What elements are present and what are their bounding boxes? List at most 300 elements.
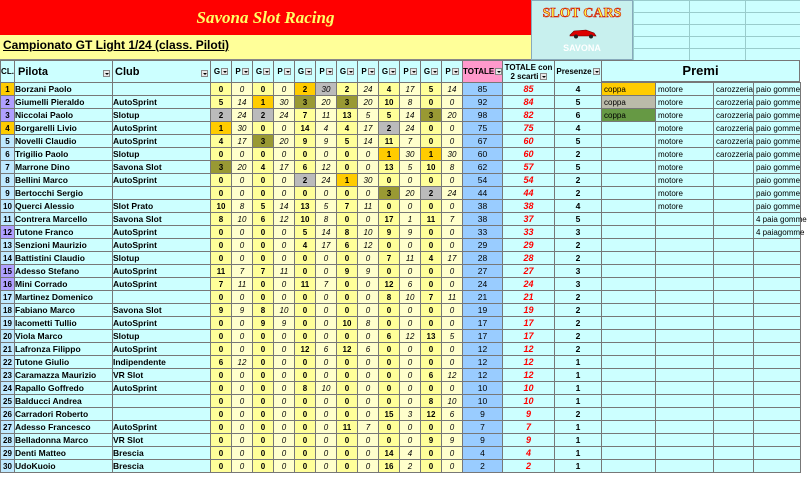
premi-cell[interactable] xyxy=(656,317,714,330)
filter-dropdown-icon[interactable] xyxy=(368,68,375,75)
points-cell[interactable]: 17 xyxy=(274,161,295,174)
points-cell[interactable]: 0 xyxy=(232,460,253,473)
presenze-cell[interactable]: 5 xyxy=(555,161,602,174)
points-cell[interactable]: 0 xyxy=(274,239,295,252)
position-cell[interactable]: 4 xyxy=(211,135,232,148)
premi-cell[interactable] xyxy=(602,161,656,174)
total-cell[interactable]: 9 xyxy=(463,434,503,447)
rank-cell[interactable]: 30 xyxy=(1,460,15,473)
points-cell[interactable]: 9 xyxy=(316,135,337,148)
points-cell[interactable]: 0 xyxy=(400,174,421,187)
rank-cell[interactable]: 11 xyxy=(1,213,15,226)
position-cell[interactable]: 0 xyxy=(295,265,316,278)
rank-cell[interactable]: 3 xyxy=(1,109,15,122)
points-cell[interactable]: 0 xyxy=(400,395,421,408)
points-cell[interactable]: 0 xyxy=(274,460,295,473)
points-cell[interactable]: 0 xyxy=(232,408,253,421)
points-cell[interactable]: 4 xyxy=(400,447,421,460)
position-cell[interactable]: 3 xyxy=(253,135,274,148)
position-cell[interactable]: 5 xyxy=(379,109,400,122)
points-cell[interactable]: 0 xyxy=(274,421,295,434)
premi-cell[interactable] xyxy=(754,447,801,460)
rank-cell[interactable]: 1 xyxy=(1,83,15,96)
filter-dropdown-icon[interactable] xyxy=(221,68,228,75)
position-cell[interactable]: 9 xyxy=(337,265,358,278)
premi-cell[interactable] xyxy=(754,265,801,278)
premi-cell[interactable]: paio gomme xyxy=(754,187,801,200)
club-cell[interactable] xyxy=(113,395,211,408)
total-scarti-cell[interactable]: 29 xyxy=(503,239,555,252)
filter-dropdown-icon[interactable] xyxy=(201,70,208,77)
position-cell[interactable]: 8 xyxy=(253,304,274,317)
position-cell[interactable]: 0 xyxy=(379,356,400,369)
total-scarti-cell[interactable]: 75 xyxy=(503,122,555,135)
points-cell[interactable]: 0 xyxy=(274,356,295,369)
rank-cell[interactable]: 21 xyxy=(1,343,15,356)
pilot-name-cell[interactable]: Tutone Franco xyxy=(15,226,113,239)
position-cell[interactable]: 0 xyxy=(337,356,358,369)
total-cell[interactable]: 12 xyxy=(463,356,503,369)
premi-cell[interactable]: 4 paiagomme xyxy=(754,226,801,239)
position-cell[interactable]: 9 xyxy=(295,135,316,148)
position-cell[interactable]: 0 xyxy=(295,447,316,460)
points-cell[interactable]: 17 xyxy=(316,239,337,252)
points-cell[interactable]: 0 xyxy=(358,395,379,408)
points-cell[interactable]: 0 xyxy=(316,460,337,473)
points-cell[interactable]: 8 xyxy=(358,317,379,330)
club-cell[interactable]: AutoSprint xyxy=(113,265,211,278)
club-cell[interactable] xyxy=(113,83,211,96)
points-cell[interactable]: 7 xyxy=(358,421,379,434)
position-cell[interactable]: 0 xyxy=(211,317,232,330)
premi-cell[interactable] xyxy=(714,434,754,447)
position-cell[interactable]: 3 xyxy=(295,96,316,109)
points-cell[interactable]: 0 xyxy=(442,356,463,369)
points-cell[interactable]: 0 xyxy=(442,317,463,330)
total-cell[interactable]: 24 xyxy=(463,278,503,291)
premi-cell[interactable]: carozzeria xyxy=(714,96,754,109)
position-cell[interactable]: 9 xyxy=(211,304,232,317)
position-cell[interactable]: 0 xyxy=(337,278,358,291)
premi-cell[interactable] xyxy=(656,252,714,265)
total-cell[interactable]: 9 xyxy=(463,408,503,421)
premi-cell[interactable] xyxy=(602,213,656,226)
position-cell[interactable]: 2 xyxy=(253,109,274,122)
position-cell[interactable]: 12 xyxy=(337,343,358,356)
points-cell[interactable]: 0 xyxy=(400,343,421,356)
premi-cell[interactable] xyxy=(602,434,656,447)
points-cell[interactable]: 0 xyxy=(274,447,295,460)
total-cell[interactable]: 62 xyxy=(463,161,503,174)
filter-dropdown-icon[interactable] xyxy=(326,68,333,75)
points-cell[interactable]: 0 xyxy=(358,382,379,395)
position-cell[interactable]: 0 xyxy=(253,252,274,265)
position-cell[interactable]: 4 xyxy=(421,252,442,265)
position-cell[interactable]: 4 xyxy=(379,83,400,96)
position-cell[interactable]: 6 xyxy=(421,369,442,382)
total-cell[interactable]: 7 xyxy=(463,421,503,434)
points-cell[interactable]: 0 xyxy=(232,187,253,200)
total-scarti-cell[interactable]: 24 xyxy=(503,278,555,291)
presenze-cell[interactable]: 5 xyxy=(555,135,602,148)
filter-dropdown-icon[interactable] xyxy=(103,70,110,77)
pilot-name-cell[interactable]: Iacometti Tullio xyxy=(15,317,113,330)
club-cell[interactable]: VR Slot xyxy=(113,369,211,382)
points-cell[interactable]: 0 xyxy=(442,382,463,395)
position-cell[interactable]: 1 xyxy=(253,96,274,109)
position-cell[interactable]: 0 xyxy=(211,369,232,382)
points-cell[interactable]: 0 xyxy=(358,187,379,200)
premi-cell[interactable] xyxy=(754,239,801,252)
position-cell[interactable]: 13 xyxy=(337,109,358,122)
points-cell[interactable]: 6 xyxy=(442,408,463,421)
points-cell[interactable]: 0 xyxy=(274,187,295,200)
club-cell[interactable]: AutoSprint xyxy=(113,96,211,109)
premi-cell[interactable] xyxy=(754,291,801,304)
position-cell[interactable]: 9 xyxy=(379,226,400,239)
total-scarti-cell[interactable]: 44 xyxy=(503,187,555,200)
points-cell[interactable]: 0 xyxy=(232,317,253,330)
points-cell[interactable]: 30 xyxy=(358,174,379,187)
position-cell[interactable]: 0 xyxy=(253,291,274,304)
pilot-name-cell[interactable]: Giumelli Pieraldo xyxy=(15,96,113,109)
premi-cell[interactable]: paio gomme xyxy=(754,174,801,187)
position-cell[interactable]: 0 xyxy=(253,447,274,460)
points-cell[interactable]: 0 xyxy=(358,291,379,304)
premi-cell[interactable]: carozzeria xyxy=(714,109,754,122)
premi-cell[interactable] xyxy=(754,330,801,343)
pilot-name-cell[interactable]: Lafronza Filippo xyxy=(15,343,113,356)
points-cell[interactable]: 11 xyxy=(232,278,253,291)
premi-cell[interactable] xyxy=(602,408,656,421)
premi-cell[interactable] xyxy=(714,369,754,382)
premi-cell[interactable] xyxy=(656,408,714,421)
position-cell[interactable]: 0 xyxy=(295,317,316,330)
premi-cell[interactable] xyxy=(714,291,754,304)
points-cell[interactable]: 12 xyxy=(400,330,421,343)
pilot-name-cell[interactable]: Borzani Paolo xyxy=(15,83,113,96)
points-cell[interactable]: 11 xyxy=(358,200,379,213)
total-scarti-cell[interactable]: 4 xyxy=(503,447,555,460)
pilot-name-cell[interactable]: Adesso Stefano xyxy=(15,265,113,278)
premi-cell[interactable] xyxy=(714,252,754,265)
points-cell[interactable]: 0 xyxy=(274,395,295,408)
total-scarti-cell[interactable]: 60 xyxy=(503,148,555,161)
total-scarti-cell[interactable]: 9 xyxy=(503,408,555,421)
presenze-cell[interactable]: 2 xyxy=(555,239,602,252)
premi-cell[interactable]: paio gomme xyxy=(754,109,801,122)
club-cell[interactable]: AutoSprint xyxy=(113,343,211,356)
total-cell[interactable]: 54 xyxy=(463,174,503,187)
position-cell[interactable]: 1 xyxy=(421,148,442,161)
position-cell[interactable]: 0 xyxy=(211,330,232,343)
premi-cell[interactable] xyxy=(602,447,656,460)
position-cell[interactable]: 6 xyxy=(211,356,232,369)
premi-cell[interactable] xyxy=(656,460,714,473)
premi-cell[interactable] xyxy=(754,304,801,317)
premi-cell[interactable] xyxy=(602,265,656,278)
position-cell[interactable]: 0 xyxy=(211,421,232,434)
position-cell[interactable]: 0 xyxy=(295,330,316,343)
position-cell[interactable]: 0 xyxy=(379,395,400,408)
points-cell[interactable]: 20 xyxy=(358,96,379,109)
position-cell[interactable]: 2 xyxy=(421,187,442,200)
points-cell[interactable]: 14 xyxy=(442,83,463,96)
position-cell[interactable]: 0 xyxy=(253,148,274,161)
position-cell[interactable]: 11 xyxy=(211,265,232,278)
points-cell[interactable]: 30 xyxy=(316,83,337,96)
total-cell[interactable]: 60 xyxy=(463,148,503,161)
position-cell[interactable]: 8 xyxy=(295,382,316,395)
position-cell[interactable]: 0 xyxy=(211,252,232,265)
pilot-name-cell[interactable]: Niccolai Paolo xyxy=(15,109,113,122)
premi-cell[interactable] xyxy=(656,213,714,226)
position-cell[interactable]: 0 xyxy=(295,187,316,200)
position-cell[interactable]: 0 xyxy=(253,382,274,395)
pilot-name-cell[interactable]: Marrone Dino xyxy=(15,161,113,174)
total-cell[interactable]: 17 xyxy=(463,330,503,343)
points-cell[interactable]: 30 xyxy=(232,122,253,135)
total-cell[interactable]: 19 xyxy=(463,304,503,317)
presenze-cell[interactable]: 2 xyxy=(555,252,602,265)
premi-cell[interactable] xyxy=(714,421,754,434)
premi-cell[interactable] xyxy=(602,330,656,343)
presenze-cell[interactable]: 1 xyxy=(555,382,602,395)
position-cell[interactable]: 2 xyxy=(337,83,358,96)
club-cell[interactable]: AutoSprint xyxy=(113,226,211,239)
position-cell[interactable]: 12 xyxy=(379,278,400,291)
points-cell[interactable]: 0 xyxy=(232,226,253,239)
premi-cell[interactable]: paio gomme xyxy=(754,135,801,148)
position-cell[interactable]: 0 xyxy=(421,278,442,291)
position-cell[interactable]: 11 xyxy=(379,135,400,148)
premi-cell[interactable] xyxy=(754,421,801,434)
position-cell[interactable]: 0 xyxy=(337,187,358,200)
points-cell[interactable]: 10 xyxy=(358,226,379,239)
premi-cell[interactable] xyxy=(714,395,754,408)
position-cell[interactable]: 3 xyxy=(421,109,442,122)
premi-cell[interactable] xyxy=(656,447,714,460)
total-cell[interactable]: 12 xyxy=(463,343,503,356)
premi-cell[interactable] xyxy=(656,265,714,278)
premi-cell[interactable] xyxy=(602,291,656,304)
points-cell[interactable]: 0 xyxy=(442,421,463,434)
position-cell[interactable]: 0 xyxy=(421,239,442,252)
premi-cell[interactable]: paio gomme xyxy=(754,96,801,109)
club-cell[interactable]: Indipendente xyxy=(113,356,211,369)
position-cell[interactable]: 5 xyxy=(295,226,316,239)
points-cell[interactable]: 5 xyxy=(400,161,421,174)
points-cell[interactable]: 0 xyxy=(232,239,253,252)
presenze-cell[interactable]: 1 xyxy=(555,395,602,408)
position-cell[interactable]: 0 xyxy=(379,200,400,213)
points-cell[interactable]: 0 xyxy=(316,187,337,200)
header-g4[interactable]: G xyxy=(337,61,358,83)
points-cell[interactable]: 0 xyxy=(400,265,421,278)
points-cell[interactable]: 9 xyxy=(274,317,295,330)
header-p3[interactable]: P xyxy=(316,61,337,83)
points-cell[interactable]: 0 xyxy=(358,460,379,473)
presenze-cell[interactable]: 2 xyxy=(555,174,602,187)
club-cell[interactable]: VR Slot xyxy=(113,434,211,447)
position-cell[interactable]: 13 xyxy=(421,330,442,343)
presenze-cell[interactable]: 4 xyxy=(555,122,602,135)
position-cell[interactable]: 0 xyxy=(337,291,358,304)
points-cell[interactable]: 0 xyxy=(274,174,295,187)
points-cell[interactable]: 0 xyxy=(442,460,463,473)
header-g3[interactable]: G xyxy=(295,61,316,83)
premi-cell[interactable] xyxy=(714,382,754,395)
position-cell[interactable]: 0 xyxy=(337,252,358,265)
rank-cell[interactable]: 22 xyxy=(1,356,15,369)
header-g1[interactable]: G xyxy=(211,61,232,83)
position-cell[interactable]: 15 xyxy=(379,408,400,421)
points-cell[interactable]: 0 xyxy=(316,408,337,421)
premi-cell[interactable] xyxy=(656,356,714,369)
pilot-name-cell[interactable]: Novelli Claudio xyxy=(15,135,113,148)
club-cell[interactable]: Slotup xyxy=(113,109,211,122)
points-cell[interactable]: 0 xyxy=(316,265,337,278)
points-cell[interactable]: 24 xyxy=(358,83,379,96)
position-cell[interactable]: 0 xyxy=(379,174,400,187)
points-cell[interactable]: 20 xyxy=(442,109,463,122)
total-scarti-cell[interactable]: 17 xyxy=(503,317,555,330)
position-cell[interactable]: 0 xyxy=(421,356,442,369)
points-cell[interactable]: 9 xyxy=(358,265,379,278)
points-cell[interactable]: 0 xyxy=(232,447,253,460)
position-cell[interactable]: 0 xyxy=(421,421,442,434)
premi-cell[interactable] xyxy=(714,460,754,473)
position-cell[interactable]: 9 xyxy=(421,434,442,447)
pilot-name-cell[interactable]: Belladonna Marco xyxy=(15,434,113,447)
premi-cell[interactable] xyxy=(656,421,714,434)
position-cell[interactable]: 0 xyxy=(253,122,274,135)
points-cell[interactable]: 0 xyxy=(442,343,463,356)
points-cell[interactable]: 0 xyxy=(442,278,463,291)
position-cell[interactable]: 0 xyxy=(295,408,316,421)
points-cell[interactable]: 0 xyxy=(274,278,295,291)
total-cell[interactable]: 2 xyxy=(463,460,503,473)
rank-cell[interactable]: 29 xyxy=(1,447,15,460)
presenze-cell[interactable]: 5 xyxy=(555,213,602,226)
rank-cell[interactable]: 20 xyxy=(1,330,15,343)
position-cell[interactable]: 0 xyxy=(337,148,358,161)
premi-cell[interactable] xyxy=(714,304,754,317)
premi-cell[interactable] xyxy=(714,317,754,330)
points-cell[interactable]: 5 xyxy=(358,109,379,122)
premi-cell[interactable] xyxy=(602,382,656,395)
position-cell[interactable]: 0 xyxy=(211,434,232,447)
pilot-name-cell[interactable]: Bertocchi Sergio xyxy=(15,187,113,200)
points-cell[interactable]: 0 xyxy=(400,239,421,252)
filter-dropdown-icon[interactable] xyxy=(410,68,417,75)
position-cell[interactable]: 2 xyxy=(295,174,316,187)
premi-cell[interactable] xyxy=(656,330,714,343)
points-cell[interactable]: 0 xyxy=(400,421,421,434)
points-cell[interactable]: 0 xyxy=(400,200,421,213)
rank-cell[interactable]: 5 xyxy=(1,135,15,148)
filter-dropdown-icon[interactable] xyxy=(263,68,270,75)
position-cell[interactable]: 0 xyxy=(253,369,274,382)
rank-cell[interactable]: 23 xyxy=(1,369,15,382)
header-p2[interactable]: P xyxy=(274,61,295,83)
position-cell[interactable]: 0 xyxy=(295,356,316,369)
position-cell[interactable]: 0 xyxy=(295,395,316,408)
premi-cell[interactable] xyxy=(656,239,714,252)
premi-cell[interactable]: motore xyxy=(656,83,714,96)
pilot-name-cell[interactable]: Querci Alessio xyxy=(15,200,113,213)
points-cell[interactable]: 8 xyxy=(400,96,421,109)
position-cell[interactable]: 4 xyxy=(253,161,274,174)
premi-cell[interactable] xyxy=(754,460,801,473)
points-cell[interactable]: 10 xyxy=(232,213,253,226)
filter-dropdown-icon[interactable] xyxy=(452,68,459,75)
position-cell[interactable]: 0 xyxy=(211,343,232,356)
premi-cell[interactable]: motore xyxy=(656,200,714,213)
position-cell[interactable]: 0 xyxy=(253,395,274,408)
pilot-name-cell[interactable]: Bellini Marco xyxy=(15,174,113,187)
presenze-cell[interactable]: 1 xyxy=(555,356,602,369)
premi-cell[interactable]: motore xyxy=(656,96,714,109)
pilot-name-cell[interactable]: Adesso Francesco xyxy=(15,421,113,434)
points-cell[interactable]: 0 xyxy=(232,291,253,304)
points-cell[interactable]: 5 xyxy=(316,200,337,213)
premi-cell[interactable] xyxy=(714,356,754,369)
sheet-empty-cells[interactable] xyxy=(633,0,800,60)
club-cell[interactable]: Slotup xyxy=(113,148,211,161)
rank-cell[interactable]: 4 xyxy=(1,122,15,135)
premi-cell[interactable] xyxy=(602,187,656,200)
points-cell[interactable]: 30 xyxy=(400,148,421,161)
points-cell[interactable]: 30 xyxy=(274,96,295,109)
points-cell[interactable]: 0 xyxy=(232,369,253,382)
club-cell[interactable]: AutoSprint xyxy=(113,317,211,330)
position-cell[interactable]: 0 xyxy=(379,304,400,317)
rank-cell[interactable]: 7 xyxy=(1,161,15,174)
premi-cell[interactable] xyxy=(656,226,714,239)
points-cell[interactable]: 0 xyxy=(442,122,463,135)
points-cell[interactable]: 11 xyxy=(274,265,295,278)
presenze-cell[interactable]: 6 xyxy=(555,109,602,122)
position-cell[interactable]: 0 xyxy=(211,291,232,304)
points-cell[interactable]: 0 xyxy=(232,343,253,356)
points-cell[interactable]: 0 xyxy=(442,135,463,148)
total-cell[interactable]: 4 xyxy=(463,447,503,460)
pilot-name-cell[interactable]: Viola Marco xyxy=(15,330,113,343)
header-pilota[interactable]: Pilota xyxy=(15,61,113,83)
points-cell[interactable]: 0 xyxy=(274,252,295,265)
points-cell[interactable]: 10 xyxy=(274,304,295,317)
rank-cell[interactable]: 27 xyxy=(1,421,15,434)
presenze-cell[interactable]: 4 xyxy=(555,200,602,213)
total-scarti-cell[interactable]: 17 xyxy=(503,330,555,343)
points-cell[interactable]: 0 xyxy=(400,434,421,447)
position-cell[interactable]: 0 xyxy=(337,369,358,382)
position-cell[interactable]: 5 xyxy=(211,96,232,109)
total-cell[interactable]: 27 xyxy=(463,265,503,278)
points-cell[interactable]: 0 xyxy=(442,226,463,239)
total-scarti-cell[interactable]: 37 xyxy=(503,213,555,226)
premi-cell[interactable] xyxy=(754,252,801,265)
points-cell[interactable]: 0 xyxy=(442,265,463,278)
position-cell[interactable]: 5 xyxy=(253,200,274,213)
header-g5[interactable]: G xyxy=(379,61,400,83)
points-cell[interactable]: 1 xyxy=(400,213,421,226)
position-cell[interactable]: 0 xyxy=(253,343,274,356)
rank-cell[interactable]: 8 xyxy=(1,174,15,187)
header-club[interactable]: Club xyxy=(113,61,211,83)
premi-cell[interactable] xyxy=(656,382,714,395)
